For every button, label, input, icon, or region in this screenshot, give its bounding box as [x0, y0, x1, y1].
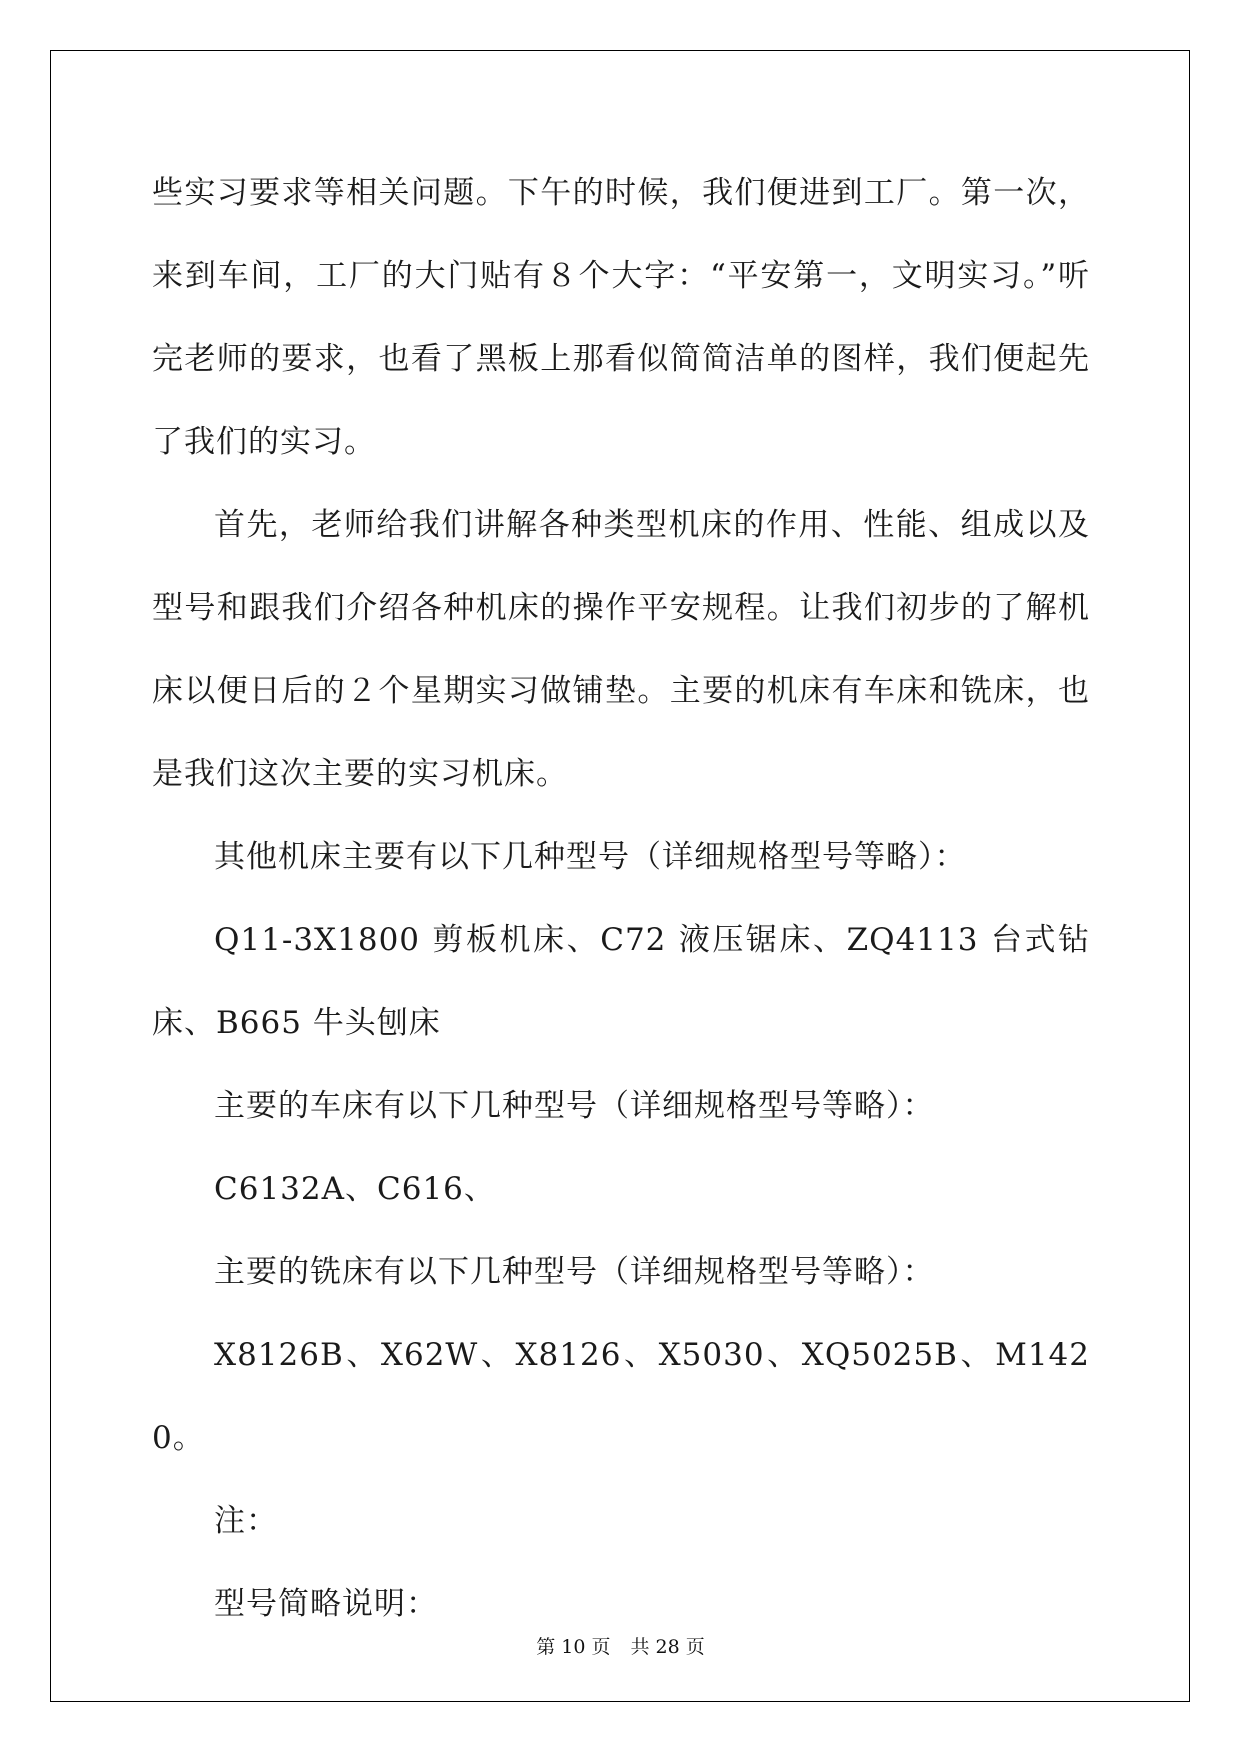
paragraph-9: 注： — [214, 1503, 278, 1539]
paragraph-1: 些实习要求等相关问题。下午的时候，我们便进到工厂。第一次，来到车间，工厂的大门贴有８个大字：“平安第一，文明实习。”听完老师的要求，也看了黑板上那看似简简洁单的图样，我们便起先了我们的实习。 — [152, 175, 1090, 460]
paragraph-8: X8126B、X62W、X8126、X5030、XQ5025B、M1420。 — [152, 1337, 1090, 1456]
paragraph-6: C6132A、C616、 — [214, 1171, 496, 1207]
page-footer — [0, 1632, 1241, 1659]
paragraph-2: 首先，老师给我们讲解各种类型机床的作用、性能、组成以及型号和跟我们介绍各种机床的操作平安规程。让我们初步的了解机床以便日后的２个星期实习做铺垫。主要的机床有车床和铣床，也是我们这次主要的实习机床。 — [152, 507, 1090, 792]
paragraph-7: 主要的铣床有以下几种型号（详细规格型号等略）： — [214, 1254, 935, 1290]
paragraph-5: 主要的车床有以下几种型号（详细规格型号等略）： — [214, 1088, 935, 1124]
page-number-total: 共 28 页 — [630, 1636, 705, 1658]
document-body — [152, 152, 1090, 1646]
paragraph-3: 其他机床主要有以下几种型号（详细规格型号等略）： — [214, 839, 967, 875]
paragraph-4: Q11-3X1800 剪板机床、C72 液压锯床、ZQ4113 台式钻床、B665 牛头刨床 — [152, 922, 1090, 1041]
paragraph-10: 型号简略说明： — [214, 1586, 438, 1622]
page-number-current: 第 10 页 — [536, 1636, 611, 1658]
